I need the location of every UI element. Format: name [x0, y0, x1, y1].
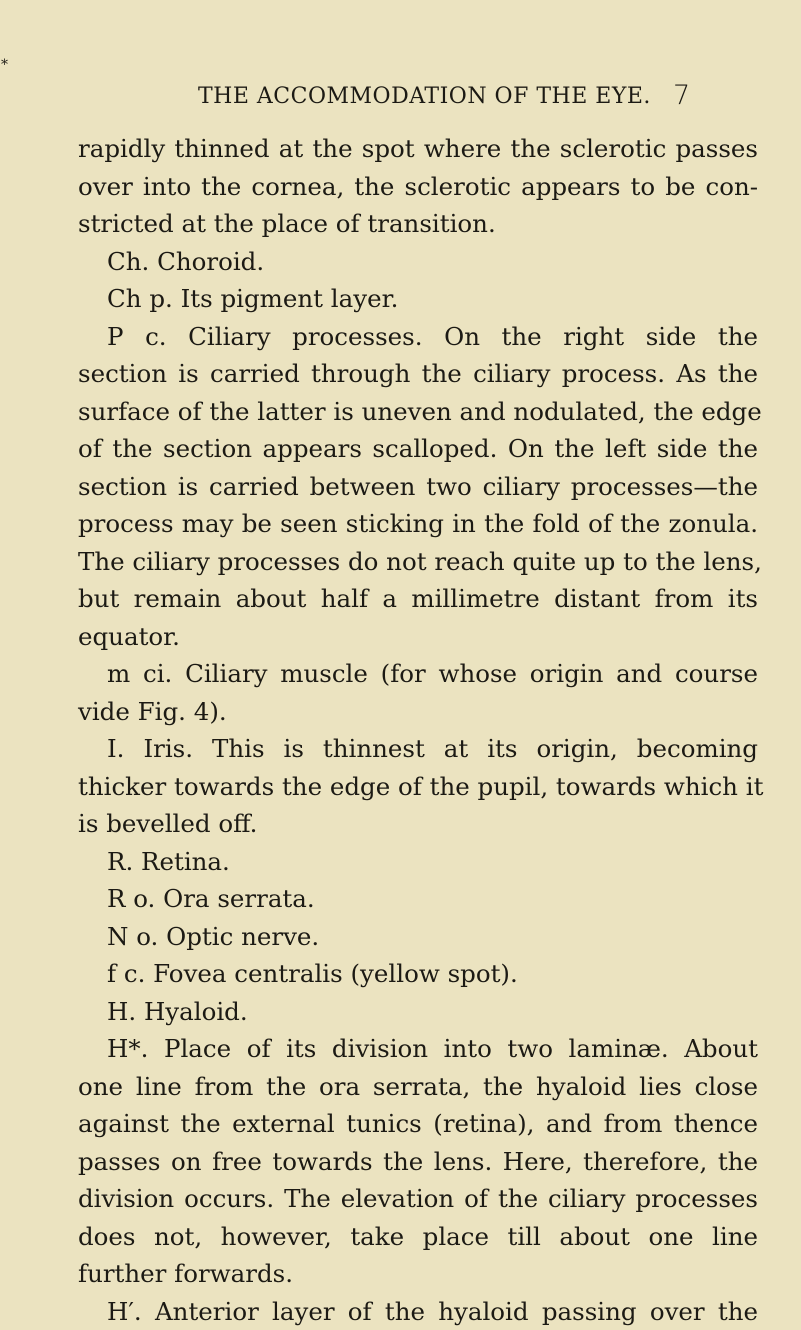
text-line: section is carried between two ciliary processes—the [78, 468, 758, 506]
text-line: is bevelled off. [78, 805, 758, 843]
text-line: stricted at the place of transition. [78, 205, 758, 243]
text-line: Ch. Choroid. [78, 243, 758, 281]
running-head: THE ACCOMMODATION OF THE EYE. [198, 84, 651, 109]
text-line: division occurs. The elevation of the ciliary processes [78, 1180, 758, 1218]
text-line: further forwards. [78, 1255, 758, 1293]
text-line: P c. Ciliary processes. On the right side the [78, 318, 758, 356]
text-line: does not, however, take place till about one line [78, 1218, 758, 1256]
text-line: section is carried through the ciliary process. As the [78, 355, 758, 393]
text-line: vide Fig. 4). [78, 693, 758, 731]
text-line: The ciliary processes do not reach quite up to the lens, [78, 543, 758, 581]
text-line: m ci. Ciliary muscle (for whose origin and course [78, 655, 758, 693]
text-line: Ch p. Its pigment layer. [78, 280, 758, 318]
text-line: but remain about half a millimetre distant from its [78, 580, 758, 618]
text-line: I. Iris. This is thinnest at its origin, becoming [78, 730, 758, 768]
body-text [78, 130, 758, 1330]
text-line: of the section appears scalloped. On the left side the [78, 430, 758, 468]
text-line: f c. Fovea centralis (yellow spot). [78, 955, 758, 993]
page-corner-mark: * [1, 58, 8, 72]
text-line: H′. Anterior layer of the hyaloid passing over the [78, 1293, 758, 1330]
text-line: N o. Optic nerve. [78, 918, 758, 956]
text-line: H*. Place of its division into two laminæ. About [78, 1030, 758, 1068]
text-line: R. Retina. [78, 843, 758, 881]
text-line: one line from the ora serrata, the hyaloid lies close [78, 1068, 758, 1106]
text-line: over into the cornea, the sclerotic appears to be con- [78, 168, 758, 206]
text-line: H. Hyaloid. [78, 993, 758, 1031]
text-line: process may be seen sticking in the fold of the zonula. [78, 505, 758, 543]
text-line: against the external tunics (retina), and from thence [78, 1105, 758, 1143]
text-line: R o. Ora serrata. [78, 880, 758, 918]
text-line: equator. [78, 618, 758, 656]
page-number: 7 [673, 80, 690, 111]
text-line: passes on free towards the lens. Here, therefore, the [78, 1143, 758, 1181]
text-line: thicker towards the edge of the pupil, towards which it [78, 768, 758, 806]
text-line: surface of the latter is uneven and nodulated, the edge [78, 393, 758, 431]
text-line: rapidly thinned at the spot where the sclerotic passes [78, 130, 758, 168]
